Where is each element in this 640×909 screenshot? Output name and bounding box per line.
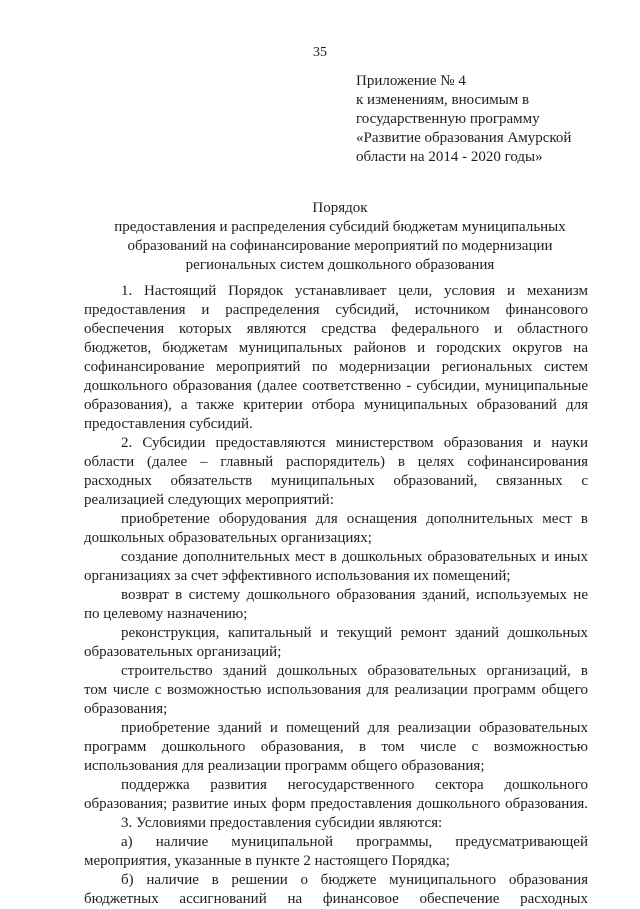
body-line: создание дополнительных мест в дошкольных образовательных и иных bbox=[121, 549, 588, 565]
title-subtitle-line: региональных систем дошкольного образования bbox=[185, 257, 495, 273]
title-heading: Порядок bbox=[312, 200, 368, 216]
body-line: б) наличие в решении о бюджете муниципального образования bbox=[121, 872, 588, 888]
body-line: по целевому назначению; bbox=[84, 606, 248, 622]
body-line: предоставления субсидий. bbox=[84, 416, 253, 432]
body-line: мероприятия, указанные в пункте 2 настоящего Порядка; bbox=[84, 853, 450, 869]
body-line: поддержка развития негосударственного сектора дошкольного bbox=[121, 777, 588, 793]
appendix-header bbox=[356, 72, 636, 167]
appendix-line: «Развитие образования Амурской bbox=[356, 130, 572, 146]
body-line: образования), а также критерии отбора муниципальных образований для bbox=[84, 397, 588, 413]
body-line: приобретение зданий и помещений для реализации образовательных bbox=[121, 720, 588, 736]
title-subtitle-line: предоставления и распределения субсидий бюджетам муниципальных bbox=[114, 219, 566, 235]
body-line: программ дошкольного образования, в том числе с возможностью bbox=[84, 739, 588, 755]
body-line: предоставления и распределения субсидий, источником финансового bbox=[84, 302, 588, 318]
body-line: дошкольного образования (далее соответственно - субсидии, муниципальные bbox=[84, 378, 588, 394]
body-line: том числе с возможностью использования для реализации программ общего bbox=[84, 682, 588, 698]
body-line: строительство зданий дошкольных образовательных организаций, в bbox=[121, 663, 588, 679]
body-line: использования для реализации программ общего образования; bbox=[84, 758, 485, 774]
body-line: образования; развитие иных форм предоставления дошкольного образования. bbox=[84, 796, 588, 812]
document-body bbox=[84, 282, 588, 909]
body-line: расходных обязательств муниципальных образований, связанных с bbox=[84, 473, 588, 489]
appendix-line: области на 2014 - 2020 годы» bbox=[356, 149, 543, 165]
body-line: возврат в систему дошкольного образования зданий, используемых не bbox=[121, 587, 588, 603]
body-line: обеспечения которых являются средства федерального и областного bbox=[84, 321, 588, 337]
appendix-line: государственную программу bbox=[356, 111, 540, 127]
body-line: а) наличие муниципальной программы, предусматривающей bbox=[121, 834, 588, 850]
body-line: 1. Настоящий Порядок устанавливает цели, условия и механизм bbox=[121, 283, 588, 299]
body-line: бюджетных ассигнований на финансовое обеспечение расходных bbox=[84, 891, 588, 907]
body-line: организациях за счет эффективного использования их помещений; bbox=[84, 568, 511, 584]
page-number: 35 bbox=[313, 45, 327, 60]
body-line: 3. Условиями предоставления субсидии являются: bbox=[121, 815, 443, 831]
body-line: реализацией следующих мероприятий: bbox=[84, 492, 334, 508]
appendix-line: Приложение № 4 bbox=[356, 73, 466, 89]
body-line: образования; bbox=[84, 701, 168, 717]
body-line: образовательных организаций; bbox=[84, 644, 282, 660]
body-line: реконструкция, капитальный и текущий ремонт зданий дошкольных bbox=[121, 625, 588, 641]
body-line: 2. Субсидии предоставляются министерством образования и науки bbox=[121, 435, 588, 451]
body-line: приобретение оборудования для оснащения дополнительных мест в bbox=[121, 511, 588, 527]
body-line: области (далее – главный распорядитель) в целях софинансирования bbox=[84, 454, 588, 470]
document-title bbox=[80, 199, 600, 275]
body-line: дошкольных образовательных организациях; bbox=[84, 530, 372, 546]
body-line: бюджетов, бюджетам муниципальных районов и городских округов на bbox=[84, 340, 588, 356]
title-subtitle-line: образований на софинансирование мероприятий по модернизации bbox=[127, 238, 553, 254]
appendix-line: к изменениям, вносимым в bbox=[356, 92, 530, 108]
body-line: софинансирование мероприятий по модернизации региональных систем bbox=[84, 359, 588, 375]
